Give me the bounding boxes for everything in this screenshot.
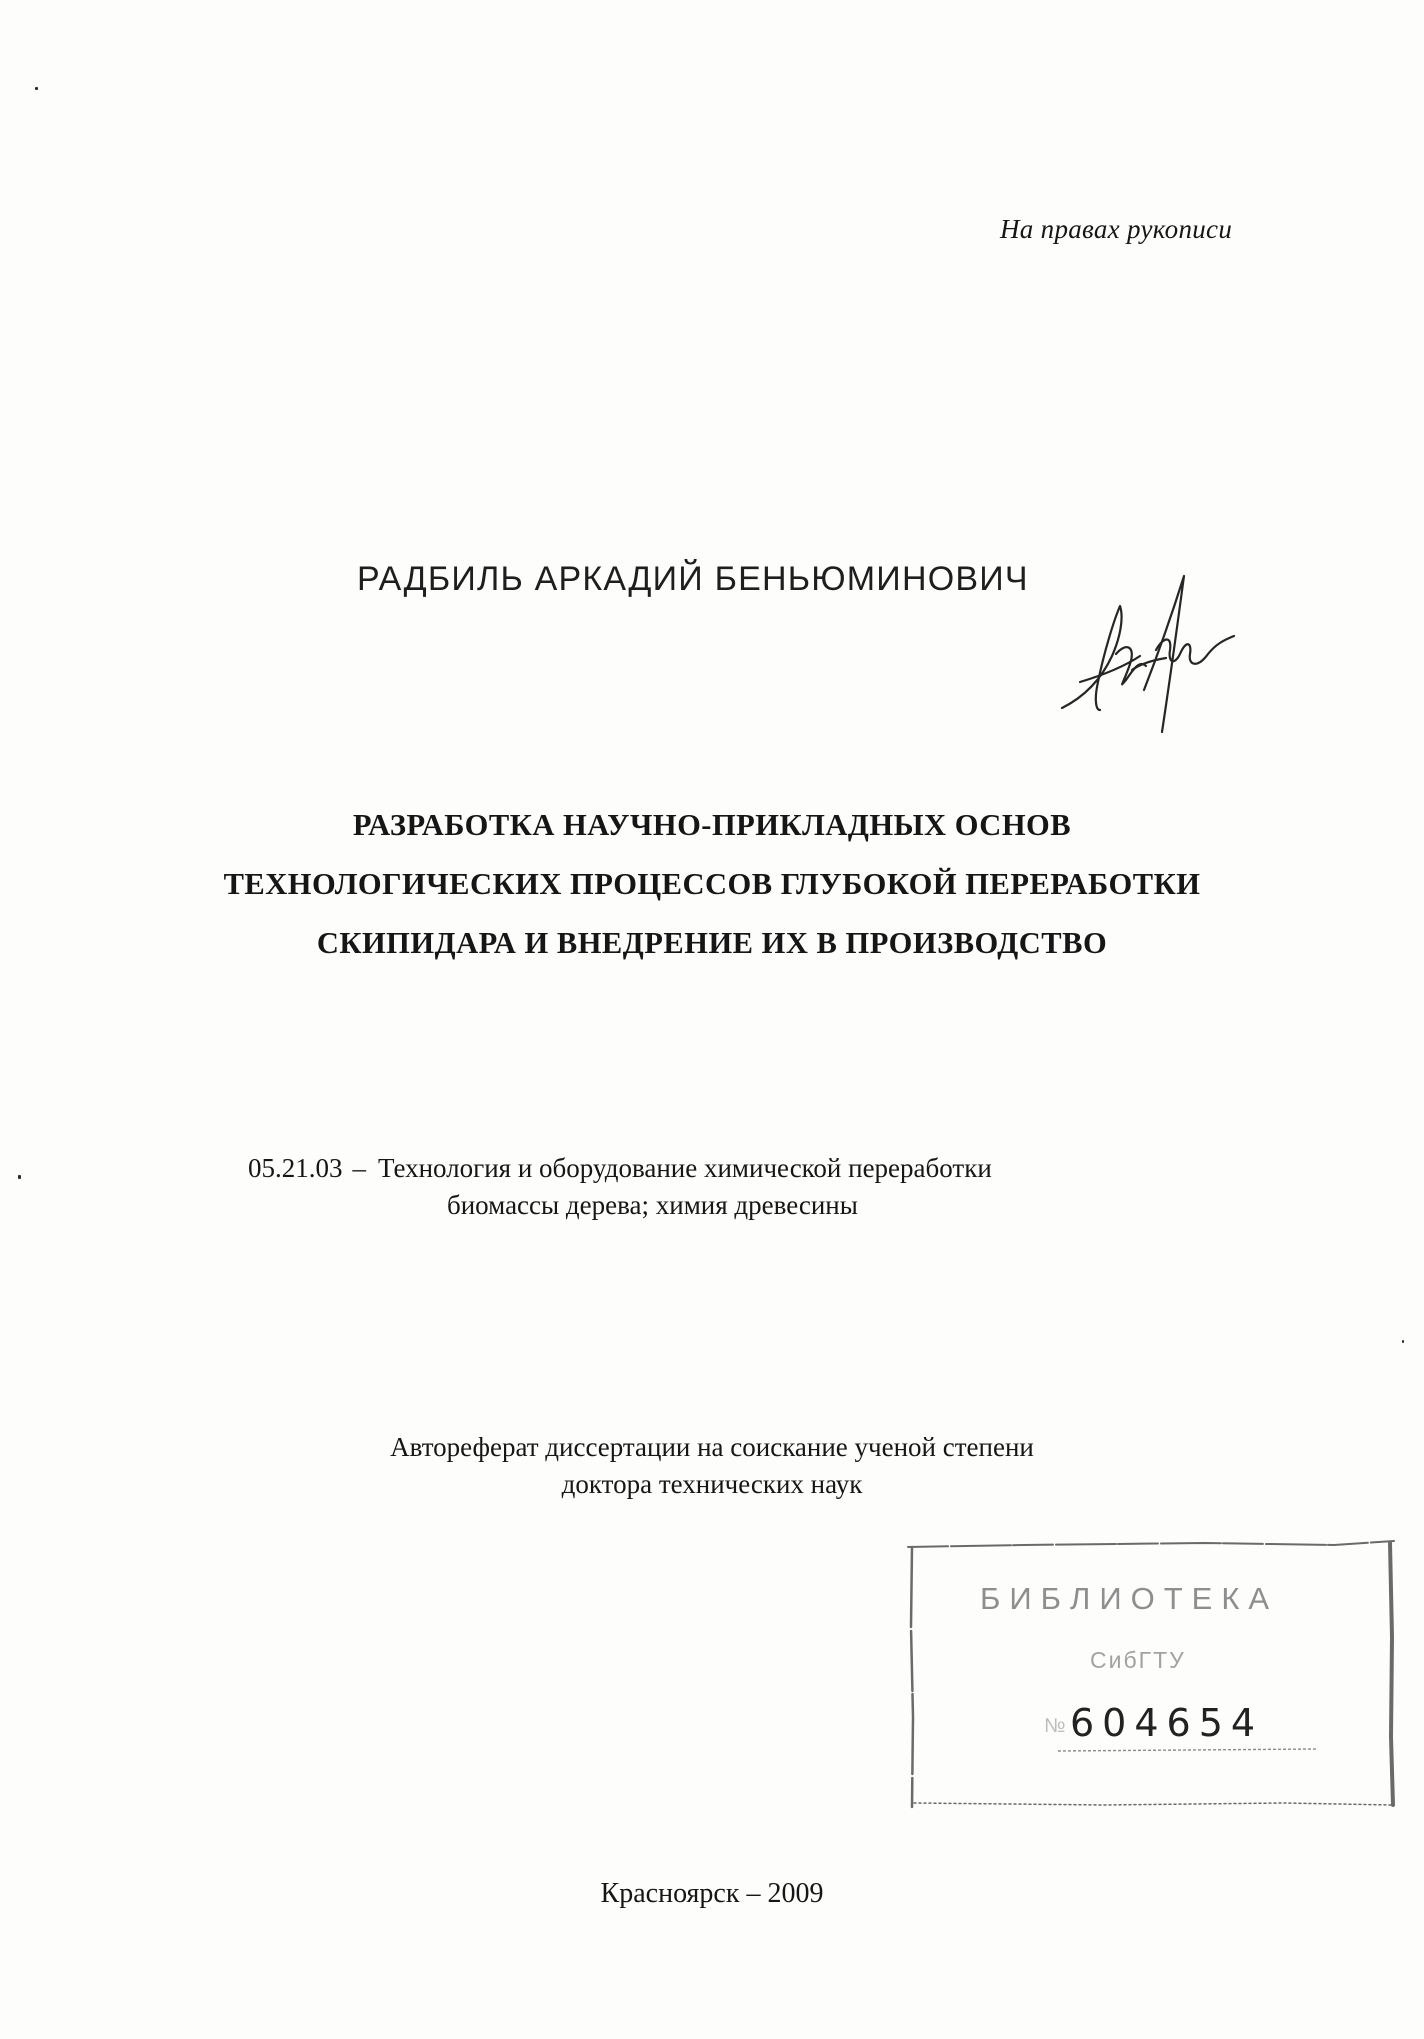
stamp-frame [904,1537,1402,1811]
scan-speck [35,87,38,90]
specialty-line-2: биомассы дерева; химия древесины [447,1190,858,1220]
stamp-university-label: СибГТУ [1090,1647,1186,1673]
stamp-inventory-number: 604654 [1070,1701,1264,1745]
library-stamp [904,1537,1402,1811]
specialty-dash: – [352,1153,366,1183]
title-line: ТЕХНОЛОГИЧЕСКИХ ПРОЦЕССОВ ГЛУБОКОЙ ПЕРЕРАБОТКИ [223,867,1201,901]
abstract-line-2: доктора технических наук [561,1469,863,1499]
abstract-block [0,1429,1424,1503]
title-line: РАЗРАБОТКА НАУЧНО-ПРИКЛАДНЫХ ОСНОВ [352,808,1072,842]
title-line: СКИПИДАРА И ВНЕДРЕНИЕ ИХ В ПРОИЗВОДСТВО [316,926,1108,960]
rights-note: На правах рукописи [1000,214,1233,244]
stamp-number-prefix: № [1044,1715,1066,1737]
scan-speck [1402,1340,1404,1343]
author-name: РАДБИЛЬ АРКАДИЙ БЕНЬЮМИНОВИЧ [357,560,1029,598]
stamp-library-label: БИБЛИОТЕКА [980,1581,1279,1616]
scan-speck [18,1175,21,1179]
specialty-line-1: Технология и оборудование химической переработки [378,1153,992,1183]
specialty-block [248,1150,992,1224]
city-year: Красноярск – 2009 [600,1878,824,1909]
abstract-line-1: Автореферат диссертации на соискание ученой степени [390,1432,1034,1462]
specialty-code: 05.21.03 [248,1153,343,1183]
dissertation-title [0,796,1424,973]
author-signature [1060,570,1240,750]
